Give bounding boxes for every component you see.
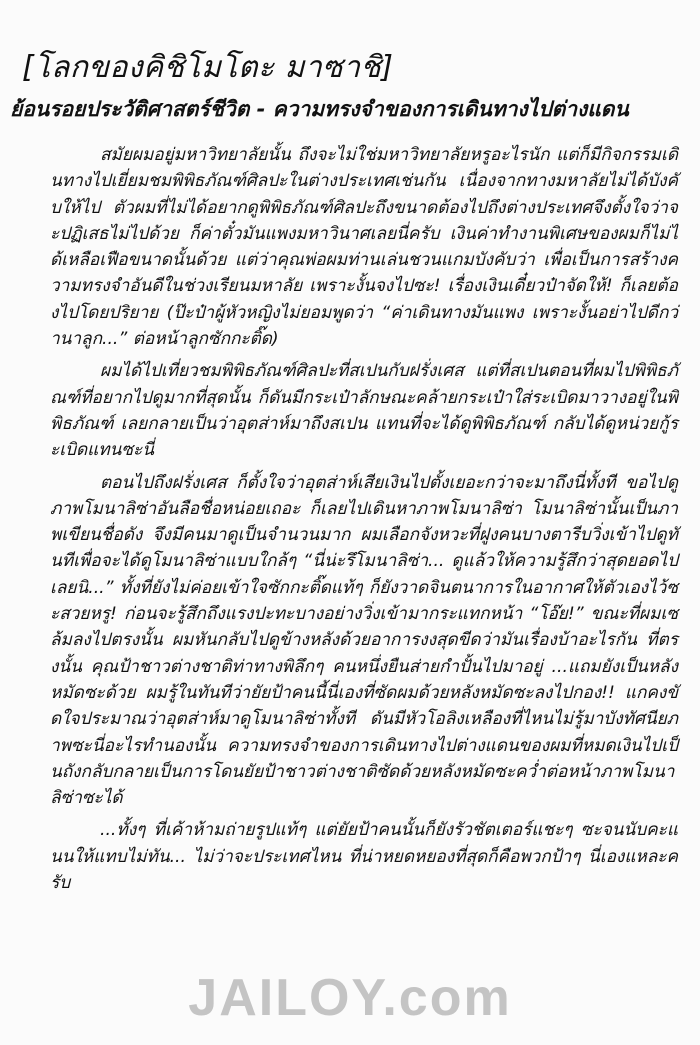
article-body (50, 142, 678, 902)
paragraph-1: สมัยผมอยู่มหาวิทยาลัยนั้น ถึงจะไม่ใช่มหาวิทยาลัยหรูอะไรนัก แต่ก็มีกิจกรรมเดินทางไปเยี่ยมชมพิพิธภัณฑ์ศิลปะในต่างประเทศเช่นกัน เนื่องจากทางมหาลัยไม่ได้บังคับให้ไป ตัวผมที่ไม่ได้อยากดูพิพิธภัณฑ์ศิลปะถึงขนาดต้องไปถึงต่างประเทศจึงตั้งใจว่าจะปฏิเสธไม่ไปด้วย ก็ค่าตั๋วมันแพงมหาวินาศเลยนี่ครับ เงินค่าทำงานพิเศษของผมก็ไม่ได้เหลือเฟือขนาดนั้นด้วย แต่ว่าคุณพ่อผมท่านเล่นชวนแกมบังคับว่า เพื่อเป็นการสร้างความทรงจำอันดีในช่วงเรียนมหาลัย เพราะงั้นจงไปซะ! เรื่องเงินเดี๋ยวป๋าจัดให้! ก็เลยต้องไปโดยปริยาย (ป๊ะป๋าผู้หัวหญิงไม่ยอมพูดว่า “ค่าเดินทางมันแพง เพราะงั้นอย่าไปดีกว่านาลูก...” ต่อหน้าลูกซักกะติ๊ด) (50, 145, 678, 350)
watermark-logo: JAILOY.com (188, 969, 512, 1027)
paragraph-4: ...ทั้งๆ ที่เค้าห้ามถ่ายรูปแท้ๆ แต่ยัยป้าคนนั้นก็ยังรัวชัตเตอร์แชะๆ ซะจนนับคะแนนให้แทบไม่ทัน... ไม่ว่าจะประเทศไหน ที่น่าหยดหยองที่สุดก็คือพวกป้าๆ นี่เองแหละครับ (50, 820, 678, 894)
page-subtitle: ย้อนรอยประวัติศาสตร์ชีวิต - ความทรงจำของการเดินทางไปต่างแดน (10, 97, 629, 121)
paragraph-3: ตอนไปถึงฝรั่งเศส ก็ตั้งใจว่าอุตส่าห์เสียเงินไปตั้งเยอะกว่าจะมาถึงนี่ทั้งที ขอไปดูภาพโมนาลิซ่าอันลือชื่อหน่อยเถอะ ก็เลยไปเดินหาภาพโมนาลิซ่า โมนาลิซ่านั้นเป็นภาพเขียนชื่อดัง จึงมีคนมาดูเป็นจำนวนมาก ผมเลือกจังหวะที่ฝูงคนบางตารีบวิ่งเข้าไปดูทันทีเพื่อจะได้ดูโมนาลิซ่าแบบใกล้ๆ “นี่น่ะรึโมนาลิซ่า... ดูแล้วให้ความรู้สึกว่าสุดยอดไปเลยนิ...” ทั้งที่ยังไม่ค่อยเข้าใจซักกะติ๊ดแท้ๆ ก็ยังวาดจินตนาการในอากาศให้ตัวเองไว้ซะสวยหรู! ก่อนจะรู้สึกถึงแรงปะทะบางอย่างวิ่งเข้ามากระแทกหน้า “โอ๊ย!” ขณะที่ผมเซล้มลงไปตรงนั้น ผมหันกลับไปดูข้างหลังด้วยอาการงงสุดขีดว่ามันเรื่องบ้าอะไรกัน ที่ตรงนั้น คุณป้าชาวต่างชาติท่าทางพิลึกๆ คนหนึ่งยืนส่ายกำปั้นไปมาอยู่ ...แถมยังเป็นหลังหมัดซะด้วย ผมรู้ในทันทีว่ายัยป้าคนนี้นี่เองที่ซัดผมด้วยหลังหมัดซะลงไปกอง!! แกคงขัดใจประมาณว่าอุตส่าห์มาดูโมนาลิซ่าทั้งที ดันมีหัวโอลิงเหลืองที่ไหนไม่รู้มาบังทัศนียภาพซะนี่อะไรทำนองนั้น ความทรงจำของการเดินทางไปต่างแดนของผมที่หมดเงินไปเป็นถังกลับกลายเป็นการโดนยัยป้าชาวต่างชาติซัดด้วยหลังหมัดซะคว่ำต่อหน้าภาพโมนาลิซ่าซะได้ (50, 472, 678, 809)
page-title: [โลกของคิชิโมโตะ มาซาชิ] (22, 50, 394, 85)
paragraph-2: ผมได้ไปเที่ยวชมพิพิธภัณฑ์ศิลปะที่สเปนกับฝรั่งเศส แต่ที่สเปนตอนที่ผมไปพิพิธภัณฑ์ที่อยากไปดูมากที่สุดนั้น ก็ดันมีกระเป๋าลักษณะคล้ายกระเป๋าใส่ระเบิดมาวางอยู่ในพิพิธภัณฑ์ เลยกลายเป็นว่าอุตส่าห์มาถึงสเปน แทนที่จะได้ดูพิพิธภัณฑ์ กลับได้ดูหน่วยกู้ระเบิดแทนซะนี่ (50, 361, 678, 461)
